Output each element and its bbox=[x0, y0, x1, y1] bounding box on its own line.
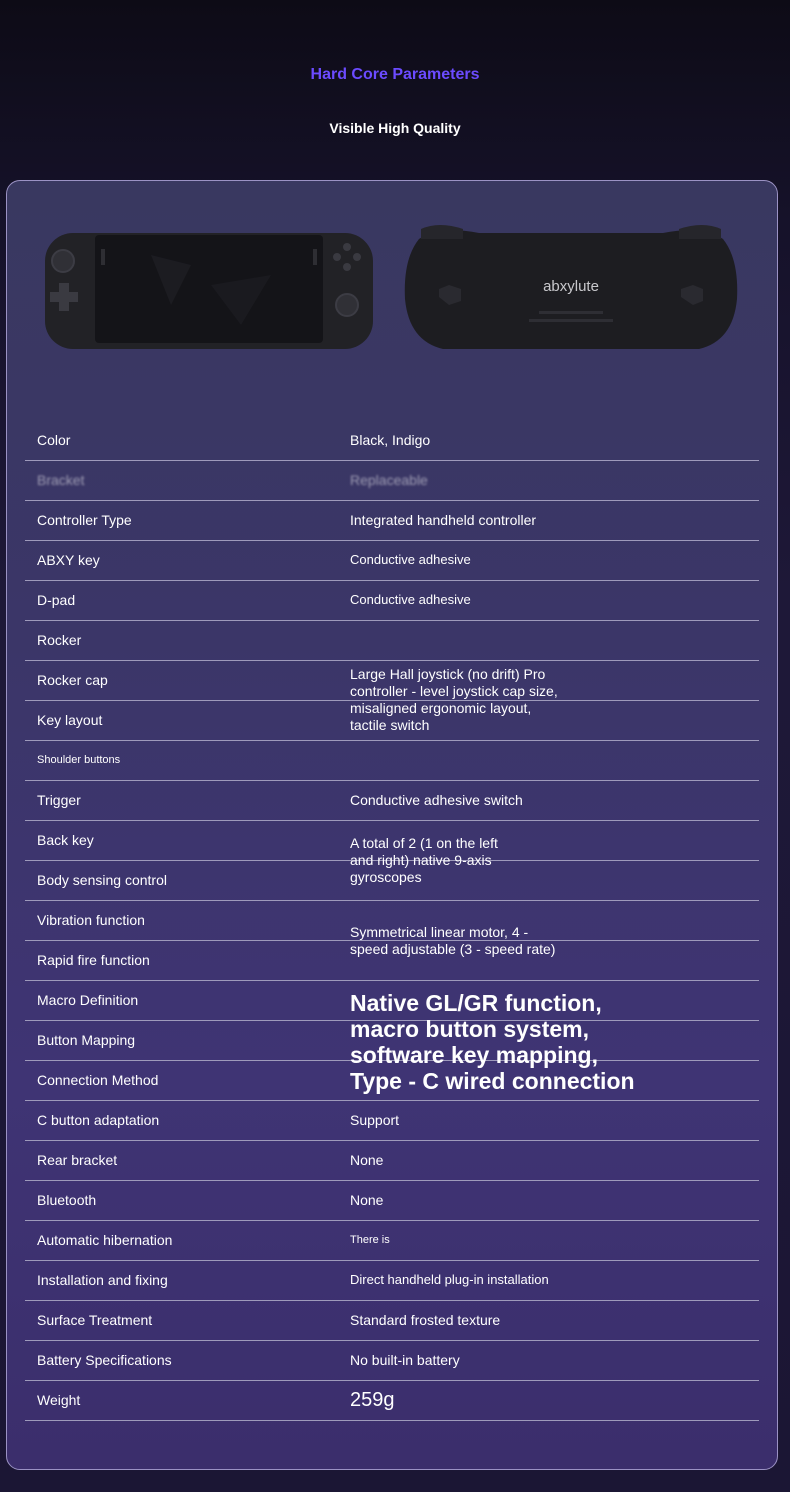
page-subtitle: Visible High Quality bbox=[329, 120, 461, 136]
spec-value: Standard frosted texture bbox=[350, 1312, 501, 1328]
spec-label: Rapid fire function bbox=[37, 952, 150, 968]
spec-value: There is bbox=[350, 1234, 390, 1246]
spec-value: None bbox=[350, 1152, 384, 1168]
spec-label: Controller Type bbox=[37, 512, 132, 528]
spec-label: Battery Specifications bbox=[37, 1352, 172, 1368]
controller-back-image bbox=[399, 219, 743, 359]
spec-row bbox=[25, 540, 759, 581]
spec-label: Vibration function bbox=[37, 912, 145, 928]
spec-value: Conductive adhesive bbox=[350, 552, 471, 567]
spec-row bbox=[25, 740, 759, 781]
spec-label: Rocker bbox=[37, 632, 82, 648]
spec-value: No built-in battery bbox=[350, 1352, 460, 1368]
spec-value: Conductive adhesive bbox=[350, 592, 471, 607]
spec-label: Installation and fixing bbox=[37, 1272, 168, 1288]
spec-value: Support bbox=[350, 1112, 400, 1128]
spec-label: Bluetooth bbox=[37, 1192, 97, 1208]
spec-row bbox=[25, 1300, 759, 1341]
spec-label: Body sensing control bbox=[37, 872, 167, 888]
macro-spec-value: Native GL/GR function, macro button system, software key mapping, Type - C wired connection bbox=[350, 990, 635, 1094]
spec-value: Black, Indigo bbox=[350, 432, 431, 448]
spec-value: Replaceable bbox=[350, 472, 428, 488]
brand-logo: abxylute bbox=[543, 278, 599, 295]
spec-label: Key layout bbox=[37, 712, 103, 728]
spec-label: Weight bbox=[37, 1392, 81, 1408]
spec-row bbox=[25, 1100, 759, 1141]
spec-row bbox=[25, 1180, 759, 1221]
controller-front-image bbox=[41, 225, 377, 355]
spec-label: Bracket bbox=[37, 472, 85, 488]
spec-row bbox=[25, 460, 759, 501]
spec-row bbox=[25, 420, 759, 461]
spec-label: Trigger bbox=[37, 792, 81, 808]
spec-row bbox=[25, 620, 759, 661]
spec-row bbox=[25, 1140, 759, 1181]
spec-panel bbox=[6, 180, 778, 1470]
gyro-spec-value: A total of 2 (1 on the left and right) native 9-axis gyroscopes bbox=[350, 835, 498, 885]
joystick-spec-value: Large Hall joystick (no drift) Pro controller - level joystick cap size, misaligned ergonomic layout, tactile switch bbox=[350, 666, 558, 733]
spec-label: ABXY key bbox=[37, 552, 100, 568]
spec-label: Rocker cap bbox=[37, 672, 108, 688]
spec-label: C button adaptation bbox=[37, 1112, 160, 1128]
spec-value: Conductive adhesive switch bbox=[350, 792, 523, 808]
spec-row bbox=[25, 1340, 759, 1381]
spec-value: None bbox=[350, 1192, 384, 1208]
spec-label: Connection Method bbox=[37, 1072, 159, 1088]
spec-label: Back key bbox=[37, 832, 94, 848]
spec-value: Integrated handheld controller bbox=[350, 512, 537, 528]
spec-label: Macro Definition bbox=[37, 992, 139, 1008]
spec-label: Button Mapping bbox=[37, 1032, 136, 1048]
spec-value: 259g bbox=[350, 1389, 395, 1411]
vibration-spec-value: Symmetrical linear motor, 4 - speed adjustable (3 - speed rate) bbox=[350, 924, 556, 957]
spec-label: Surface Treatment bbox=[37, 1312, 153, 1328]
spec-row bbox=[25, 1220, 759, 1261]
spec-value: Direct handheld plug-in installation bbox=[350, 1272, 549, 1287]
spec-label: D-pad bbox=[37, 592, 76, 608]
spec-row bbox=[25, 1260, 759, 1301]
spec-row bbox=[25, 580, 759, 621]
spec-label: Shoulder buttons bbox=[37, 754, 121, 766]
spec-label: Automatic hibernation bbox=[37, 1232, 173, 1248]
page-title: Hard Core Parameters bbox=[310, 66, 480, 83]
spec-row bbox=[25, 500, 759, 541]
spec-row bbox=[25, 780, 759, 821]
spec-row bbox=[25, 1380, 759, 1421]
spec-label: Rear bracket bbox=[37, 1152, 118, 1168]
spec-label: Color bbox=[37, 432, 71, 448]
